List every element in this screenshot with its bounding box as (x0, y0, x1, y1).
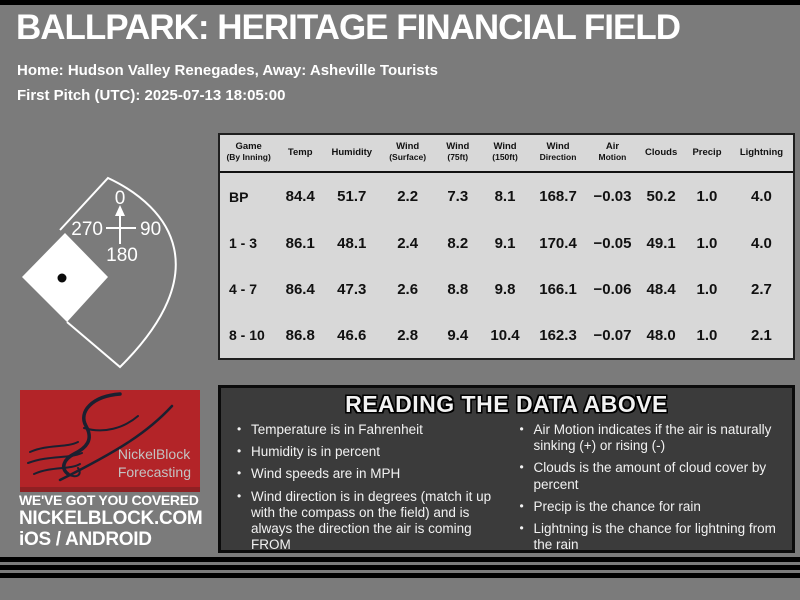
compass-label-west: 270 (71, 219, 103, 240)
legend-right-column (518, 422, 781, 559)
brand-website: NICKELBLOCK.COM (19, 508, 203, 529)
cell-wind-150: 10.4 (490, 326, 520, 344)
table-row-innings-8-10 (220, 312, 793, 358)
cell-clouds: 50.2 (646, 188, 676, 206)
row-label: 8 - 10 (229, 327, 265, 344)
weather-table-panel (218, 133, 795, 360)
cell-air-motion: −0.06 (593, 280, 632, 298)
cell-clouds: 49.1 (646, 234, 676, 252)
cell-wind-75: 9.4 (447, 326, 469, 344)
table-row-innings-4-7 (220, 266, 793, 312)
cell-humidity: 46.6 (337, 326, 367, 344)
legend-title: READING THE DATA ABOVE (345, 391, 668, 417)
footer-stripe (0, 565, 800, 570)
cell-air-motion: −0.05 (593, 234, 632, 252)
cell-temp: 86.4 (285, 280, 315, 298)
cell-temp: 86.1 (285, 234, 315, 252)
legend-item-air-motion: • Air Motion indicates if the air is naturally sinking (+) or rising (-) (518, 422, 781, 454)
cell-wind-75: 8.8 (447, 280, 469, 298)
col-header-wind-direction: Wind Direction (529, 135, 586, 172)
col-header-temp: Temp (277, 135, 323, 172)
cell-temp: 84.4 (285, 188, 315, 206)
top-divider-bar (0, 0, 800, 5)
cell-lightning: 4.0 (751, 234, 772, 252)
col-header-game: Game (By Inning) (220, 135, 277, 172)
cell-lightning: 2.1 (751, 326, 772, 344)
col-header-wind-surface: Wind (Surface) (380, 135, 434, 172)
legend-panel (218, 385, 795, 553)
cell-humidity: 48.1 (337, 234, 367, 252)
cell-humidity: 47.3 (337, 280, 367, 298)
row-label: 4 - 7 (229, 281, 258, 298)
row-label: 1 - 3 (229, 235, 258, 252)
first-pitch-line: First Pitch (UTC): 2025-07-13 18:05:00 (17, 87, 286, 104)
cell-air-motion: −0.07 (593, 326, 632, 344)
col-header-precip: Precip (684, 135, 730, 172)
cell-clouds: 48.0 (646, 326, 676, 344)
cell-wind-surface: 2.8 (397, 326, 419, 344)
weather-table (220, 135, 793, 358)
col-header-clouds: Clouds (638, 135, 684, 172)
cell-wind-150: 9.1 (494, 234, 516, 252)
legend-item-precip: • Precip is the chance for rain (518, 499, 781, 515)
legend-item-lightning: • Lightning is the chance for lightning from the rain (518, 521, 781, 553)
compass-label-south: 180 (106, 245, 138, 266)
page-title: BALLPARK: HERITAGE FINANCIAL FIELD (16, 8, 681, 47)
teams-line: Home: Hudson Valley Renegades, Away: Asheville Tourists (17, 62, 438, 79)
logo-wordmark (118, 445, 191, 481)
cell-wind-direction: 168.7 (539, 188, 577, 206)
compass-label-east: 90 (140, 219, 162, 240)
row-label: BP (229, 188, 249, 205)
table-header-row (220, 135, 793, 172)
legend-item-wind-direction: • Wind direction is in degrees (match it up with the compass on the field) and is always the direction the air is coming FROM (235, 489, 498, 554)
legend-left-column (235, 422, 498, 559)
col-header-humidity: Humidity (323, 135, 380, 172)
footer-stripe (0, 573, 800, 578)
cell-lightning: 4.0 (751, 188, 772, 206)
cell-clouds: 48.4 (646, 280, 676, 298)
compass-label-north: 0 (114, 188, 126, 209)
legend-item-humidity: • Humidity is in percent (235, 444, 498, 460)
col-header-wind-150: Wind (150ft) (481, 135, 530, 172)
legend-item-wind-speed: • Wind speeds are in MPH (235, 466, 498, 482)
cell-wind-direction: 170.4 (539, 234, 577, 252)
cell-wind-surface: 2.6 (397, 280, 419, 298)
logo-name: NickelBlock (117, 445, 191, 462)
cell-wind-direction: 162.3 (539, 326, 577, 344)
legend-item-clouds: • Clouds is the amount of cloud cover by percent (518, 460, 781, 492)
cell-wind-75: 8.2 (447, 234, 469, 252)
brand-platforms: iOS / ANDROID (19, 529, 152, 550)
cell-wind-surface: 2.2 (397, 188, 419, 206)
cell-precip: 1.0 (696, 188, 718, 206)
cell-precip: 1.0 (696, 280, 718, 298)
cell-precip: 1.0 (696, 326, 718, 344)
footer-stripe (0, 557, 800, 562)
compass-icon (106, 205, 136, 244)
cell-precip: 1.0 (696, 234, 718, 252)
cell-wind-150: 8.1 (494, 188, 516, 206)
pitcher-mound-dot (58, 274, 67, 283)
cell-air-motion: −0.03 (593, 188, 632, 206)
col-header-air-motion: Air Motion (587, 135, 639, 172)
cell-wind-direction: 166.1 (539, 280, 577, 298)
cell-wind-surface: 2.4 (397, 234, 419, 252)
col-header-lightning: Lightning (730, 135, 793, 172)
cell-wind-150: 9.8 (494, 280, 516, 298)
ballpark-field-diagram (10, 140, 210, 375)
nickelblock-logo (20, 390, 200, 492)
cell-wind-75: 7.3 (447, 188, 469, 206)
table-row-bp (220, 172, 793, 221)
logo-sub: Forecasting (117, 463, 191, 480)
cell-lightning: 2.7 (751, 280, 772, 298)
col-header-wind-75: Wind (75ft) (435, 135, 481, 172)
cell-humidity: 51.7 (337, 188, 367, 206)
cell-temp: 86.8 (285, 326, 315, 344)
legend-item-temperature: • Temperature is in Fahrenheit (235, 422, 498, 438)
table-row-innings-1-3 (220, 221, 793, 267)
brand-tagline: WE'VE GOT YOU COVERED (19, 492, 199, 508)
